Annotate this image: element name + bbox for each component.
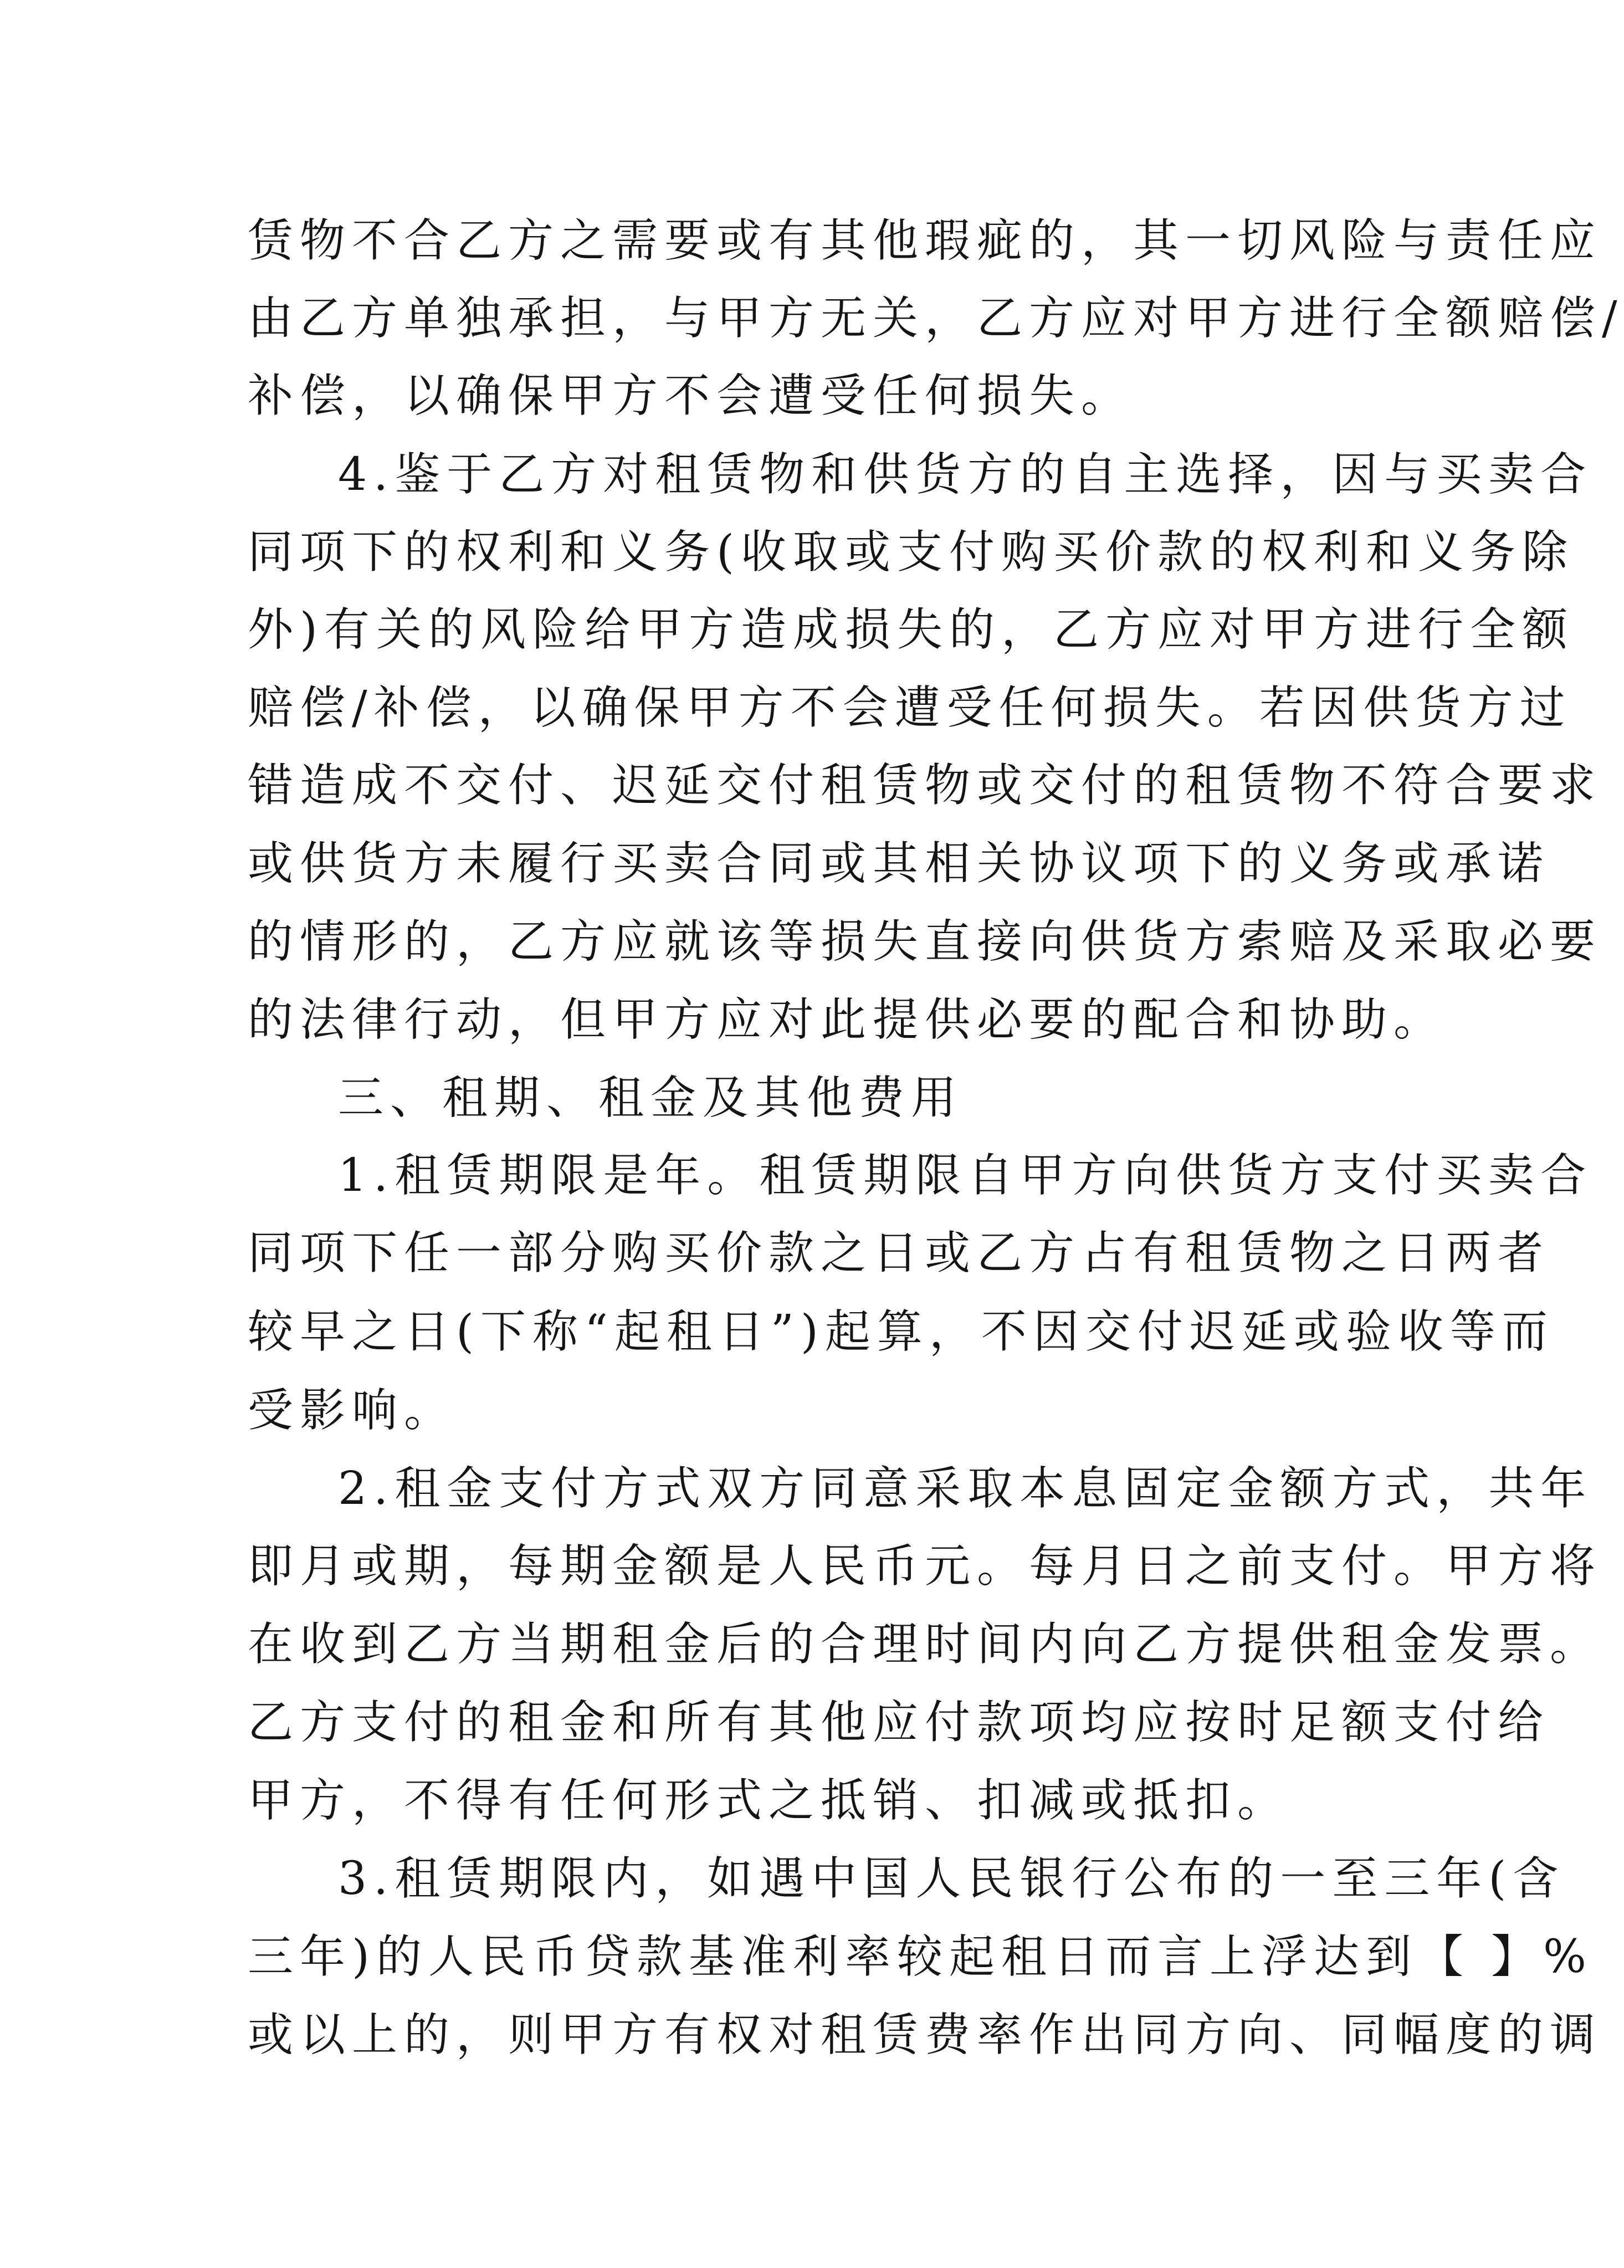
text-line-content: 2.租金支付方式双方同意采取本息固定金额方式，共年 [338, 1462, 1593, 1515]
text-line [0, 825, 1603, 903]
section-heading [0, 1059, 1603, 1137]
text-line [0, 1684, 1603, 1762]
text-line-content: 乙方支付的租金和所有其他应付款项均应按时足额支付给 [248, 1696, 1550, 1749]
text-line [0, 357, 1603, 435]
text-line [0, 1840, 1603, 1918]
text-line-content: 4.鉴于乙方对租赁物和供货方的自主选择，因与买卖合 [338, 448, 1593, 501]
text-line [0, 1528, 1603, 1605]
text-line-content: 甲方，不得有任何形式之抵销、扣减或抵扣。 [248, 1774, 1290, 1827]
text-line-content: 的情形的，乙方应就该等损失直接向供货方索赔及采取必要 [248, 915, 1602, 968]
text-line [0, 1606, 1603, 1683]
text-line [0, 669, 1603, 747]
text-line [0, 1996, 1603, 2074]
text-line-content: 或以上的，则甲方有权对租赁费率作出同方向、同幅度的调 [248, 2009, 1602, 2061]
text-line-content: 1.租赁期限是年。租赁期限自甲方向供货方支付买卖合 [338, 1149, 1593, 1202]
text-line [0, 1215, 1603, 1292]
text-line [0, 1918, 1603, 1996]
text-line-content: 受影响。 [248, 1384, 457, 1437]
text-line-content: 同项下的权利和义务(收取或支付购买价款的权利和义务除 [248, 526, 1574, 578]
text-line-content: 补偿，以确保甲方不会遭受任何损失。 [248, 370, 1134, 422]
text-line [0, 202, 1603, 280]
text-line [0, 514, 1603, 591]
text-line-content: 或供货方未履行买卖合同或其相关协议项下的义务或承诺 [248, 837, 1550, 890]
text-line [0, 1293, 1603, 1371]
text-line [0, 903, 1603, 981]
text-line [0, 280, 1624, 357]
text-line [0, 591, 1603, 669]
text-line [0, 436, 1603, 514]
text-line-content: 赁物不合乙方之需要或有其他瑕疵的，其一切风险与责任应 [248, 214, 1602, 267]
text-line-content: 较早之日(下称“起租日”)起算，不因交付迟延或验收等而 [248, 1305, 1554, 1358]
text-line [0, 747, 1603, 825]
text-line [0, 1762, 1603, 1840]
text-line [0, 1372, 1603, 1450]
text-line-content: 外)有关的风险给甲方造成损失的，乙方应对甲方进行全额 [248, 603, 1574, 656]
text-line [0, 1450, 1603, 1528]
text-line-content: 赔偿/补偿，以确保甲方不会遭受任何损失。若因供货方过 [248, 682, 1572, 734]
text-line [0, 1137, 1603, 1215]
text-line-content: 三年)的人民币贷款基准利率较起租日而言上浮达到【 】% [248, 1931, 1593, 1983]
section-heading-text: 三、租期、租金及其他费用 [338, 1072, 964, 1124]
text-line-content: 的法律行动，但甲方应对此提供必要的配合和协助。 [248, 994, 1446, 1046]
text-line [0, 981, 1603, 1059]
text-line-content: 在收到乙方当期租金后的合理时间内向乙方提供租金发票。 [248, 1618, 1602, 1671]
text-line-content: 即月或期，每期金额是人民币元。每月日之前支付。甲方将 [248, 1540, 1602, 1593]
text-line-content: 3.租赁期限内，如遇中国人民银行公布的一至三年(含 [338, 1852, 1565, 1905]
text-line-content: 由乙方单独承担，与甲方无关，乙方应对甲方进行全额赔偿/ [248, 292, 1624, 345]
text-line-content: 错造成不交付、迟延交付租赁物或交付的租赁物不符合要求 [248, 759, 1602, 812]
text-line-content: 同项下任一部分购买价款之日或乙方占有租赁物之日两者 [248, 1227, 1550, 1279]
